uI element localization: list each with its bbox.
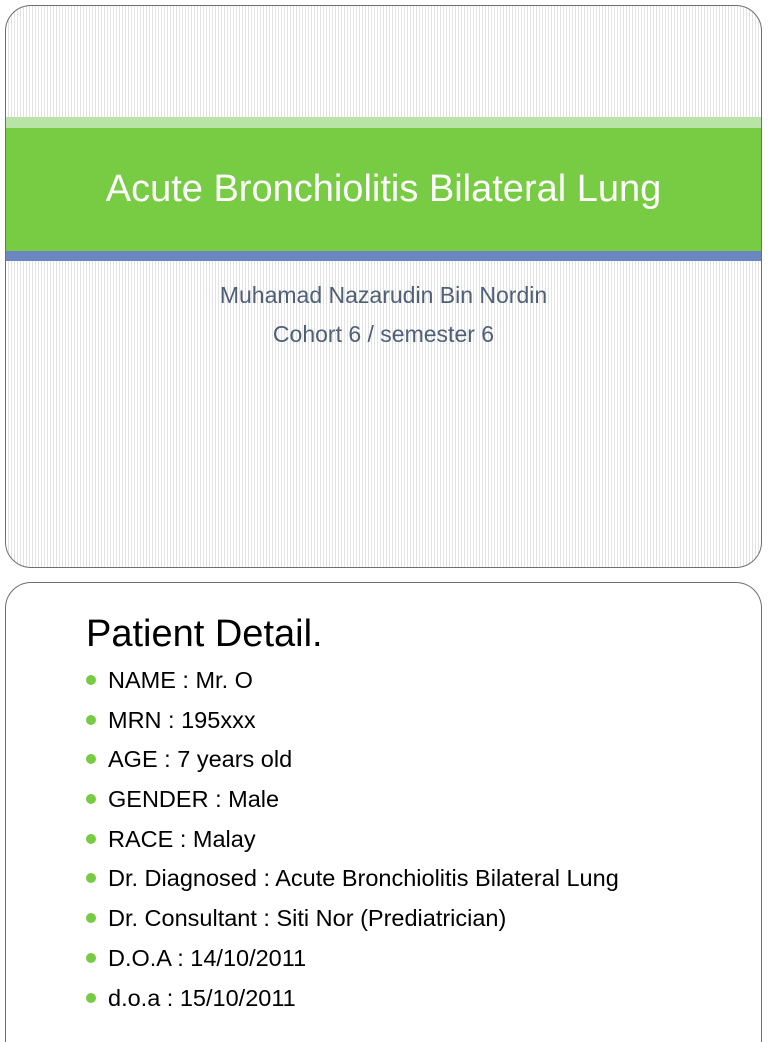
bullet-icon bbox=[86, 754, 96, 764]
title-band-bottom-stripe bbox=[6, 251, 761, 261]
title-band bbox=[6, 128, 761, 251]
detail-text: D.O.A : 14/10/2011 bbox=[108, 944, 307, 971]
title-slide bbox=[5, 5, 762, 568]
slide-title: Acute Bronchiolitis Bilateral Lung bbox=[105, 168, 662, 210]
title-band-top-stripe bbox=[6, 117, 761, 128]
detail-text: d.o.a : 15/10/2011 bbox=[108, 984, 296, 1011]
detail-item-race bbox=[86, 824, 619, 864]
cohort-label: Cohort 6 / semester 6 bbox=[272, 321, 495, 347]
bullet-icon bbox=[86, 794, 96, 804]
bullet-icon bbox=[86, 953, 96, 963]
patient-detail-list bbox=[86, 665, 619, 1022]
bullet-icon bbox=[86, 993, 96, 1003]
bullet-icon bbox=[86, 873, 96, 883]
detail-text: MRN : 195xxx bbox=[108, 706, 256, 733]
detail-item-doa-lower bbox=[86, 983, 619, 1023]
detail-item-age bbox=[86, 744, 619, 784]
bullet-icon bbox=[86, 675, 96, 685]
detail-item-consultant bbox=[86, 903, 619, 943]
detail-text: NAME : Mr. O bbox=[108, 667, 253, 693]
detail-text: RACE : Malay bbox=[108, 825, 256, 852]
detail-text: AGE : 7 years old bbox=[108, 746, 293, 773]
bullet-icon bbox=[86, 715, 96, 725]
detail-item-name bbox=[86, 665, 619, 705]
detail-text: Dr. Consultant : Siti Nor (Prediatrician) bbox=[108, 905, 507, 932]
detail-text: Dr. Diagnosed : Acute Bronchiolitis Bilateral Lung bbox=[108, 865, 619, 892]
bullet-icon bbox=[86, 913, 96, 923]
slide-subtitle bbox=[6, 276, 761, 354]
patient-detail-heading: Patient Detail. bbox=[86, 613, 323, 655]
detail-item-diagnosis bbox=[86, 863, 619, 903]
detail-item-doa-upper bbox=[86, 943, 619, 983]
detail-text: GENDER : Male bbox=[108, 786, 280, 813]
detail-item-gender bbox=[86, 784, 619, 824]
patient-detail-slide bbox=[5, 582, 762, 1042]
bullet-icon bbox=[86, 834, 96, 844]
author-name: Muhamad Nazarudin Bin Nordin bbox=[219, 282, 548, 308]
detail-item-mrn bbox=[86, 705, 619, 745]
